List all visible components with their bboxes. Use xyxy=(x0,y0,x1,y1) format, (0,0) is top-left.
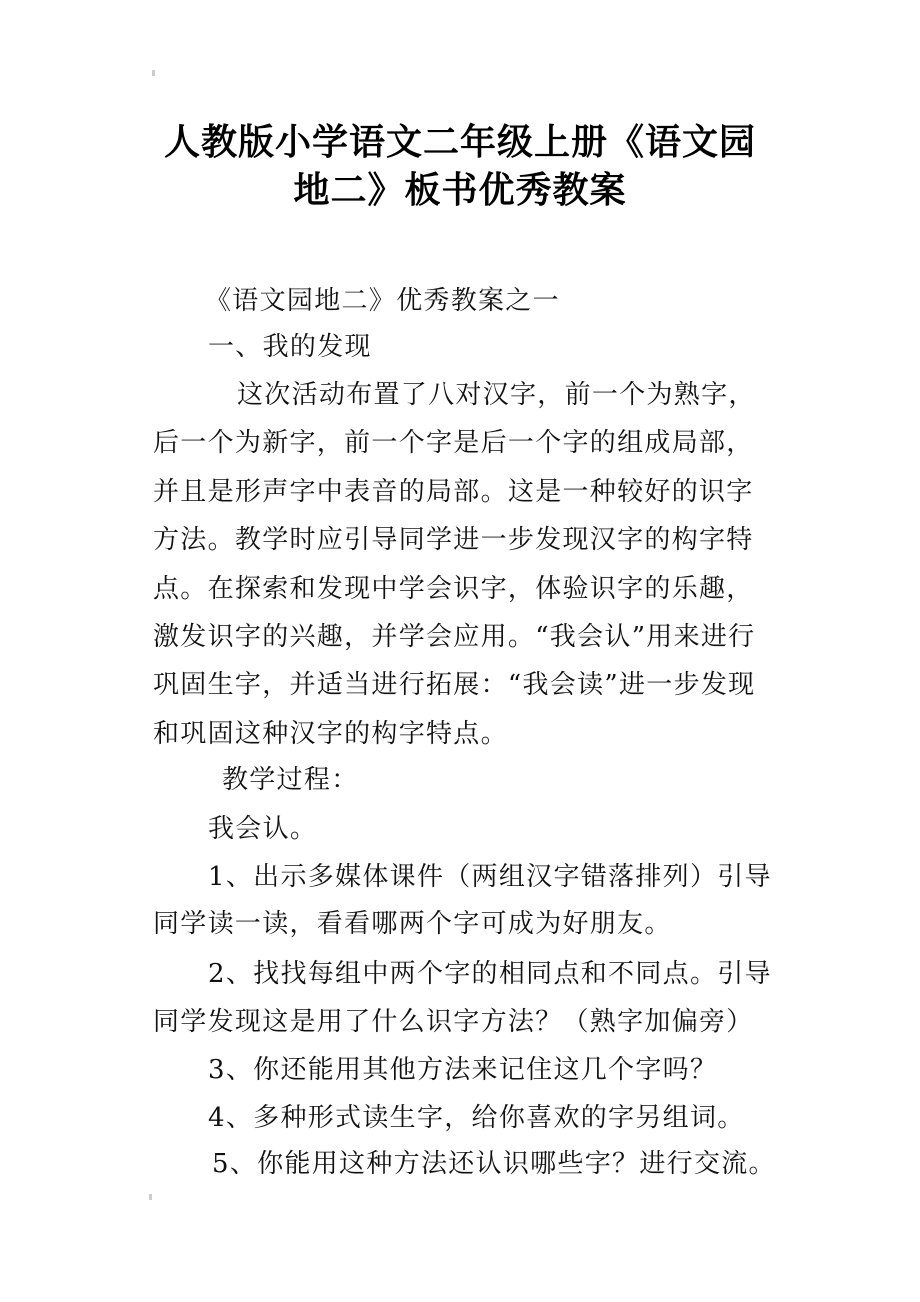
paragraph-line: 激发识字的兴趣，并学会应用。“我会认”用来进行 xyxy=(153,622,756,652)
scan-mark xyxy=(152,70,155,76)
paragraph-line: 1、出示多媒体课件（两组汉字错落排列）引导 xyxy=(208,862,772,892)
paragraph-line: 我会认。 xyxy=(208,814,318,844)
document-title-line-2: 地二》板书优秀教案 xyxy=(293,170,627,211)
paragraph-line: 巩固生字，并适当进行拓展：“我会读”进一步发现 xyxy=(153,670,756,700)
section-heading: 《语文园地二》优秀教案之一 xyxy=(205,286,560,316)
subheading: 一、我的发现 xyxy=(208,332,372,362)
paragraph-line: 同学读一读，看看哪两个字可成为好朋友。 xyxy=(153,909,672,939)
paragraph-line: 4、多种形式读生字，给你喜欢的字另组词。 xyxy=(208,1103,745,1133)
paragraph-line: 同学发现这是用了什么识字方法？（熟字加偏旁） xyxy=(153,1007,754,1037)
paragraph-line: 和巩固这种汉字的构字特点。 xyxy=(153,719,508,749)
paragraph-line: 点。在探索和发现中学会识字，体验识字的乐趣， xyxy=(153,574,754,604)
subheading: 教学过程： xyxy=(222,765,359,795)
paragraph-line: 3、你还能用其他方法来记住这几个字吗？ xyxy=(208,1055,718,1085)
paragraph-line: 方法。教学时应引导同学进一步发现汉字的构字特 xyxy=(153,525,754,555)
paragraph-line: 后一个为新字，前一个字是后一个字的组成局部， xyxy=(153,428,754,458)
paragraph-line: 5、你能用这种方法还认识哪些字？进行交流。 xyxy=(212,1149,776,1179)
document-title-line-1: 人教版小学语文二年级上册《语文园 xyxy=(163,122,756,163)
scan-mark xyxy=(149,1194,152,1200)
paragraph-line: 2、找找每组中两个字的相同点和不同点。引导 xyxy=(208,959,772,989)
paragraph-line: 这次活动布置了八对汉字，前一个为熟字， xyxy=(237,380,756,410)
paragraph-line: 并且是形声字中表音的局部。这是一种较好的识字 xyxy=(153,477,754,507)
